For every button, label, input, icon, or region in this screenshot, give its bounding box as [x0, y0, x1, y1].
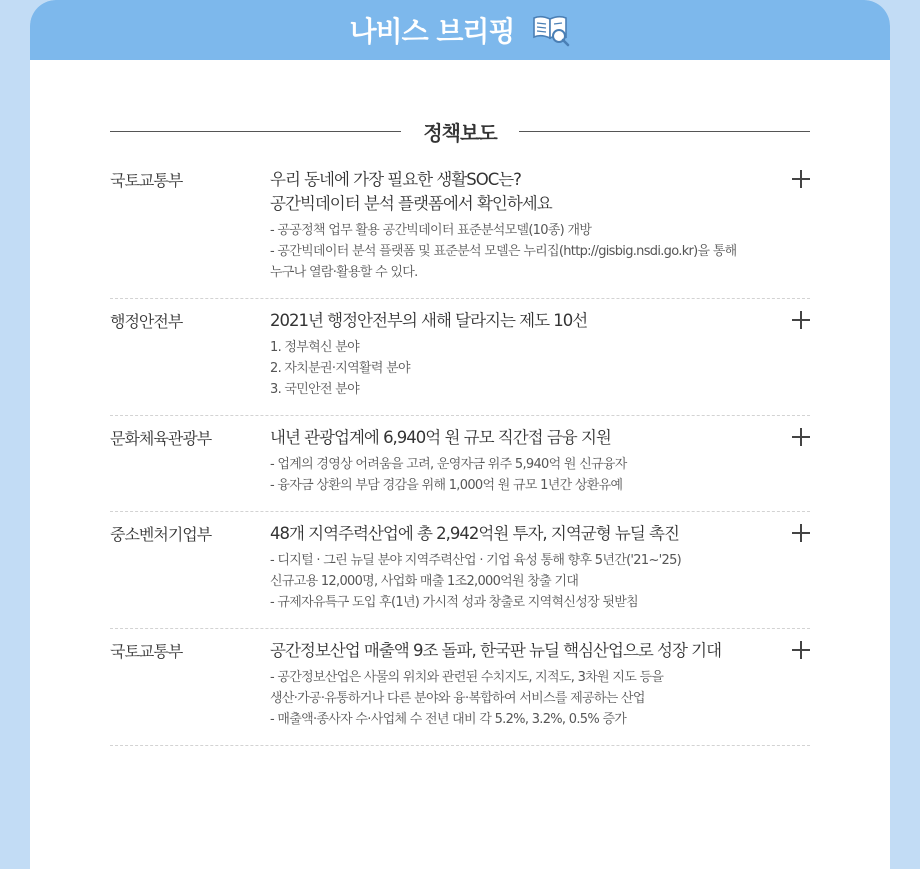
header-title: 나비스 브리핑: [349, 15, 515, 48]
news-item[interactable]: [110, 299, 810, 416]
news-item[interactable]: [110, 158, 810, 299]
news-content: [270, 426, 775, 496]
news-title-line: 우리 동네에 가장 필요한 생활SOC는?: [270, 170, 521, 189]
ministry-label: 국토교통부: [110, 642, 183, 661]
news-bullet: - 업계의 경영상 어려움을 고려, 운영자금 위주 5,940억 원 신규융자: [270, 457, 627, 472]
news-title[interactable]: [270, 426, 775, 450]
ministry-label: 문화체육관광부: [110, 429, 212, 448]
news-bullets: [270, 667, 775, 730]
news-title[interactable]: [270, 522, 775, 546]
news-bullet: 1. 정부혁신 분야: [270, 340, 360, 355]
news-bullets: [270, 454, 775, 496]
news-bullet: - 디지털 · 그린 뉴딜 분야 지역주력산업 · 기업 육성 통해 향후 5년간('21~'25): [270, 553, 682, 568]
news-item[interactable]: [110, 416, 810, 512]
news-title-line: 2021년 행정안전부의 새해 달라지는 제도 10선: [270, 311, 588, 330]
ministry-label: 중소벤처기업부: [110, 525, 212, 544]
news-list: [110, 158, 810, 746]
news-content: [270, 522, 775, 613]
news-title[interactable]: [270, 168, 775, 216]
news-title-line: 내년 관광업계에 6,940억 원 규모 직간접 금융 지원: [270, 428, 611, 447]
divider-line-right: [519, 131, 810, 132]
news-bullets: [270, 337, 775, 400]
news-content: [270, 309, 775, 400]
news-item[interactable]: [110, 512, 810, 629]
news-bullet: - 공공정책 업무 활용 공간빅데이터 표준분석모델(10종) 개방: [270, 223, 592, 238]
book-magnifier-icon: [531, 12, 571, 48]
news-bullets: [270, 550, 775, 613]
news-title[interactable]: [270, 309, 775, 333]
news-bullet: - 공간빅데이터 분석 플랫폼 및 표준분석 모델은 누리집(http://gisbig.nsdi.go.kr)을 통해: [270, 244, 737, 259]
news-title-line: 48개 지역주력산업에 총 2,942억원 투자, 지역균형 뉴딜 촉진: [270, 524, 679, 543]
ministry-label: 국토교통부: [110, 171, 183, 190]
header-banner: [30, 0, 890, 60]
section-heading: [110, 113, 810, 149]
news-bullet: - 매출액·종사자 수·사업체 수 전년 대비 각 5.2%, 3.2%, 0.5% 증가: [270, 712, 627, 727]
divider-line-left: [110, 131, 401, 132]
section-title: 정책보도: [423, 120, 497, 145]
ministry-label: 행정안전부: [110, 312, 183, 331]
news-title-line: 공간빅데이터 분석 플랫폼에서 확인하세요: [270, 194, 552, 213]
news-bullet: 누구나 열람·활용할 수 있다.: [270, 265, 418, 280]
briefing-card: [30, 0, 890, 869]
plus-icon[interactable]: [792, 311, 810, 329]
plus-icon[interactable]: [792, 641, 810, 659]
news-item[interactable]: [110, 629, 810, 746]
news-bullet: 신규고용 12,000명, 사업화 매출 1조2,000억원 창출 기대: [270, 574, 579, 589]
news-bullets: [270, 220, 775, 283]
news-content: [270, 639, 775, 730]
news-bullet: - 융자금 상환의 부담 경감을 위해 1,000억 원 규모 1년간 상환유예: [270, 478, 623, 493]
news-bullet: - 공간정보산업은 사물의 위치와 관련된 수치지도, 지적도, 3차원 지도 등을: [270, 670, 664, 685]
plus-icon[interactable]: [792, 524, 810, 542]
news-title-line: 공간정보산업 매출액 9조 돌파, 한국판 뉴딜 핵심산업으로 성장 기대: [270, 641, 722, 660]
news-title[interactable]: [270, 639, 775, 663]
plus-icon[interactable]: [792, 428, 810, 446]
news-content: [270, 168, 775, 283]
news-bullet: - 규제자유특구 도입 후(1년) 가시적 성과 창출로 지역혁신성장 뒷받침: [270, 595, 638, 610]
news-bullet: 생산·가공·유통하거나 다른 분야와 융·복합하여 서비스를 제공하는 산업: [270, 691, 645, 706]
plus-icon[interactable]: [792, 170, 810, 188]
news-bullet: 3. 국민안전 분야: [270, 382, 360, 397]
news-bullet: 2. 자치분권·지역활력 분야: [270, 361, 410, 376]
